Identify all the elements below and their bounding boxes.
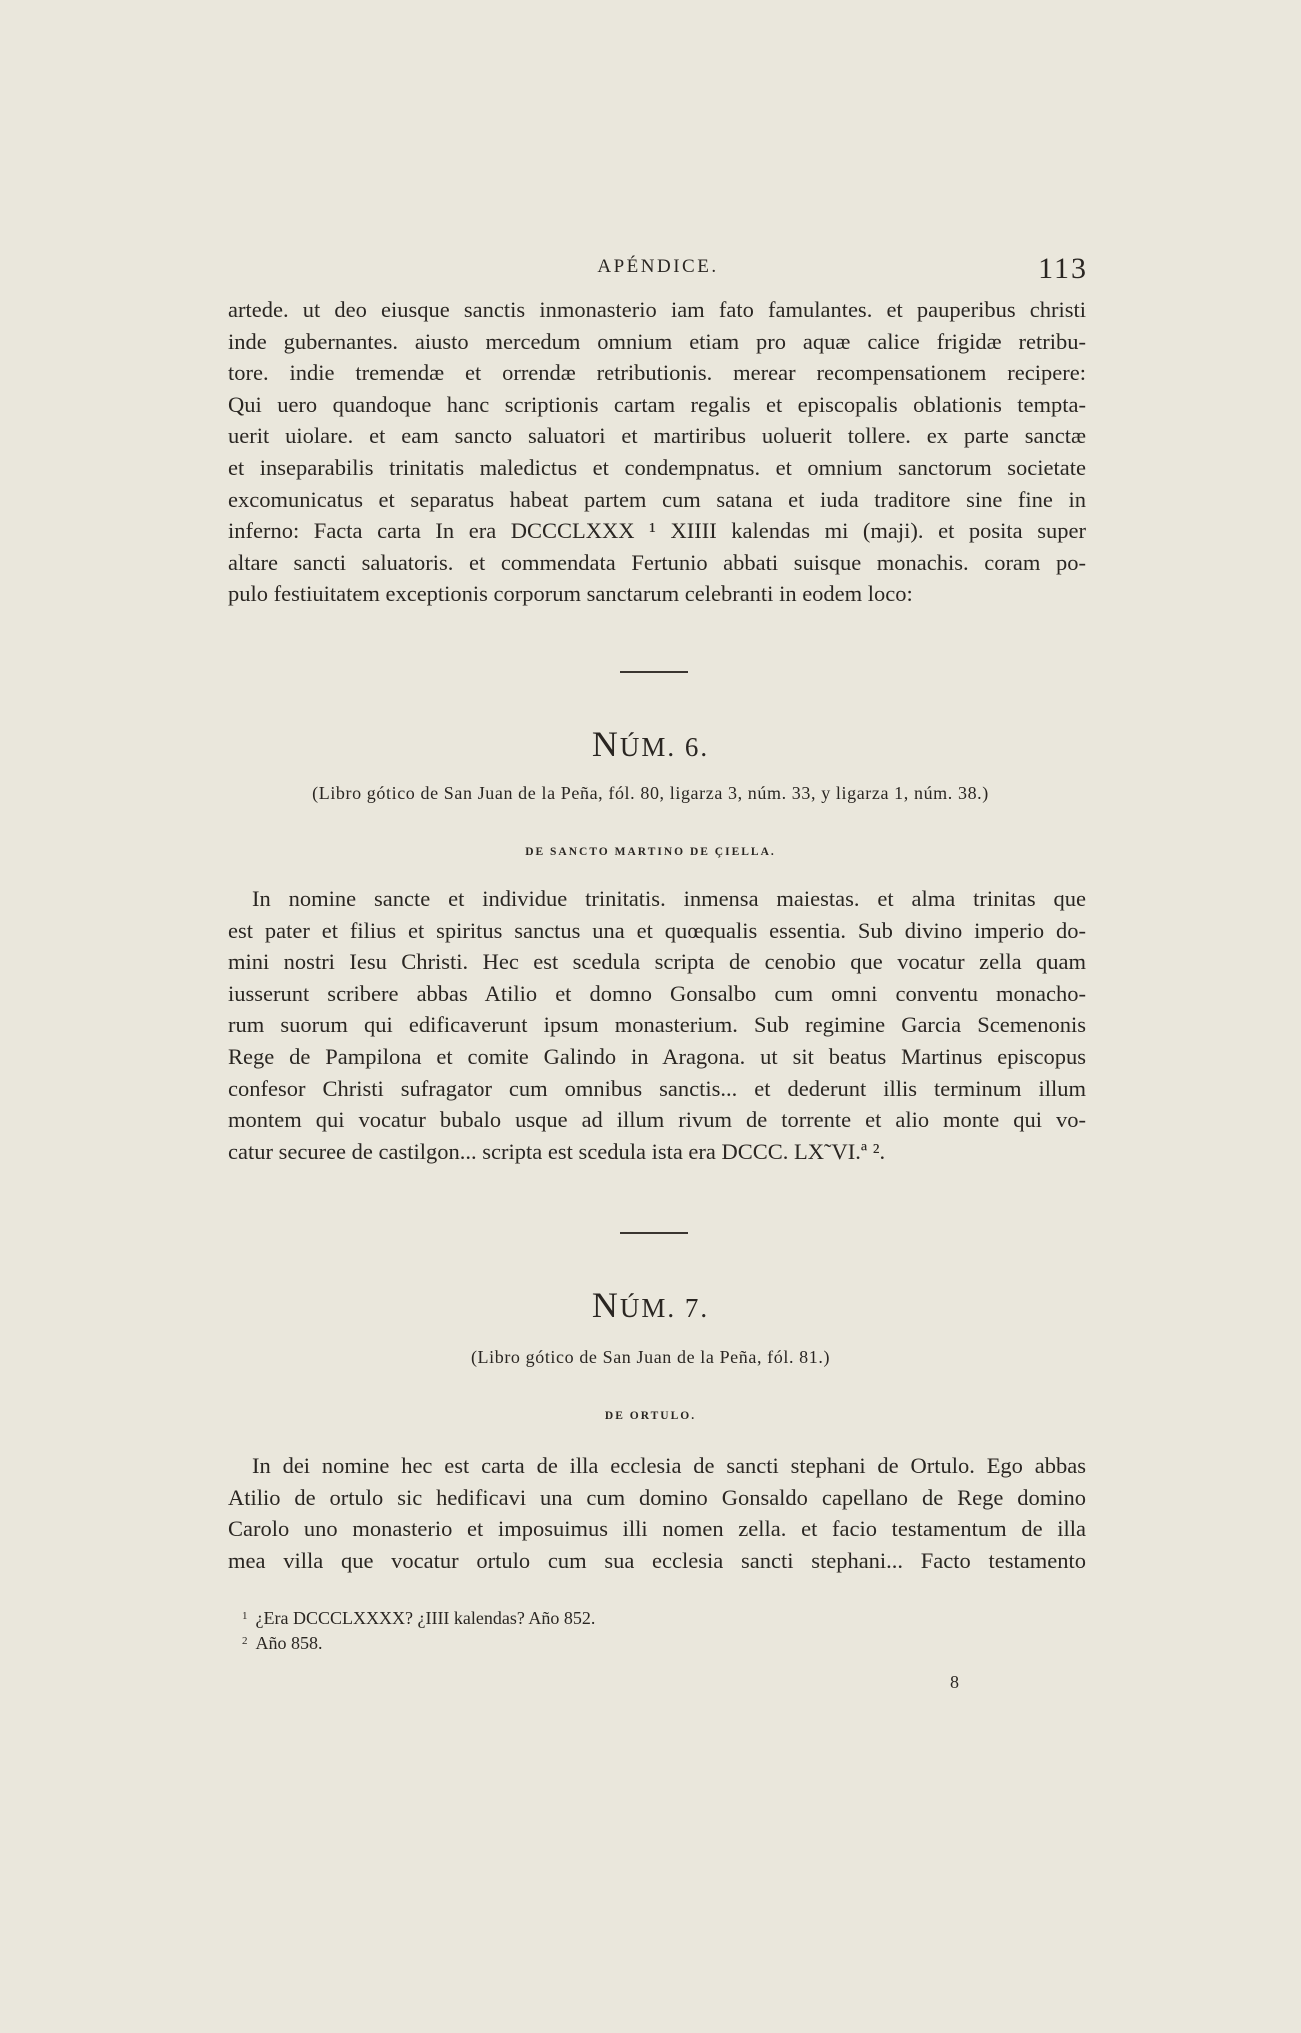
text-line: inde gubernantes. aiusto mercedum omnium etiam pro aquæ calice frigidæ retribu- — [228, 328, 1086, 354]
heading-initial: N — [591, 724, 620, 764]
section-6-text — [228, 883, 1086, 1167]
text-line: mini nostri Iesu Christi. Hec est scedula scripta de cenobio que vocatur zella quam — [228, 949, 1086, 975]
text-line: iusserunt scribere abbas Atilio et domno Gonsalbo cum omni conventu monacho- — [228, 980, 1086, 1006]
text-line: artede. ut deo eiusque sanctis inmonasterio iam fato famulantes. et pauperibus christi — [228, 297, 1086, 322]
text-line: excomunicatus et separatus habeat partem cum satana et iuda traditore sine fine in — [228, 486, 1086, 512]
footnote-text: Año 858. — [255, 1633, 323, 1653]
text-line: rum suorum qui edificaverunt ipsum monasterium. Sub regimine Garcia Scemenonis — [228, 1012, 1086, 1038]
text-line: mea villa que vocatur ortulo cum sua ecclesia sancti stephani... Facto testamento — [228, 1547, 1086, 1573]
footnote — [242, 1606, 842, 1631]
text-line: est pater et filius et spiritus sanctus una et quœqualis essentia. Sub divino imperio do- — [228, 917, 1086, 943]
section-7-source: (Libro gótico de San Juan de la Peña, fól. 81.) — [470, 1347, 831, 1367]
text-line: et inseparabilis trinitatis maledictus et condempnatus. et omnium sanctorum societate — [228, 454, 1086, 480]
heading-rest: ÚM. 7. — [619, 1293, 710, 1323]
text-line: altare sancti saluatoris. et commendata Fertunio abbati suisque monachis. coram po- — [228, 549, 1086, 575]
text-line: In nomine sancte et individue trinitatis. inmensa maiestas. et alma trinitas que — [252, 886, 1086, 911]
text-line: tore. indie tremendæ et orrendæ retributionis. merear recompensationem recipere: — [228, 360, 1086, 386]
running-head — [228, 252, 1088, 288]
text-line: Qui uero quandoque hanc scriptionis cartam regalis et episcopalis oblationis tempta- — [228, 391, 1086, 417]
footnote — [242, 1631, 842, 1656]
text-line: inferno: Facta carta In era DCCCLXXX ¹ XIIII kalendas mi (maji). et posita super — [228, 518, 1086, 544]
heading-initial: N — [591, 1285, 620, 1325]
footnote-mark: 2 — [242, 1635, 248, 1647]
text-line: uerit uiolare. et eam sancto saluatori et martiribus uoluerit tollere. ex parte sanctæ — [228, 423, 1086, 449]
footnote-text: ¿Era DCCCLXXXX? ¿IIII kalendas? Año 852. — [255, 1608, 596, 1628]
signature-mark: 8 — [950, 1672, 959, 1692]
section-7-text — [228, 1450, 1086, 1576]
section-divider — [620, 1232, 688, 1234]
section-7-heading — [0, 1284, 1301, 1326]
text-line: montem qui vocatur bubalo usque ad illum rivum de torrente et alio monte qui vo- — [228, 1107, 1086, 1133]
footnote-mark: 1 — [242, 1610, 248, 1622]
text-line: pulo festiuitatem exceptionis corporum sanctarum celebranti in eodem loco: — [228, 581, 913, 607]
section-divider — [620, 671, 688, 673]
text-line: Rege de Pampilona et comite Galindo in Aragona. ut sit beatus Martinus episcopus — [228, 1043, 1086, 1069]
section-7-subheading: DE ORTULO. — [604, 1410, 697, 1422]
text-line: In dei nomine hec est carta de illa ecclesia de sancti stephani de Ortulo. Ego abbas — [252, 1453, 1086, 1478]
section-6-source: (Libro gótico de San Juan de la Peña, fól. 80, ligarza 3, núm. 33, y ligarza 1, núm. 38.) — [312, 783, 989, 803]
text-line: Carolo uno monasterio et imposuimus illi nomen zella. et facio testamentum de illa — [228, 1516, 1086, 1542]
footnotes — [242, 1606, 842, 1656]
text-line: confesor Christi sufragator cum omnibus sanctis... et dederunt illis terminum illum — [228, 1075, 1086, 1101]
heading-rest: ÚM. 6. — [619, 732, 710, 762]
text-line: Atilio de ortulo sic hedificavi una cum domino Gonsaldo capellano de Rege domino — [228, 1484, 1086, 1510]
text-line: catur securee de castilgon... scripta est scedula ista era DCCC. LX˜VI.ª ². — [228, 1138, 886, 1164]
section-6-subheading: DE SANCTO MARTINO DE ÇIELLA. — [525, 846, 776, 858]
section-6-heading — [0, 723, 1301, 765]
running-head-title: APÉNDICE. — [597, 256, 719, 277]
continuation-text — [228, 294, 1086, 610]
page-number: 113 — [1038, 252, 1088, 285]
